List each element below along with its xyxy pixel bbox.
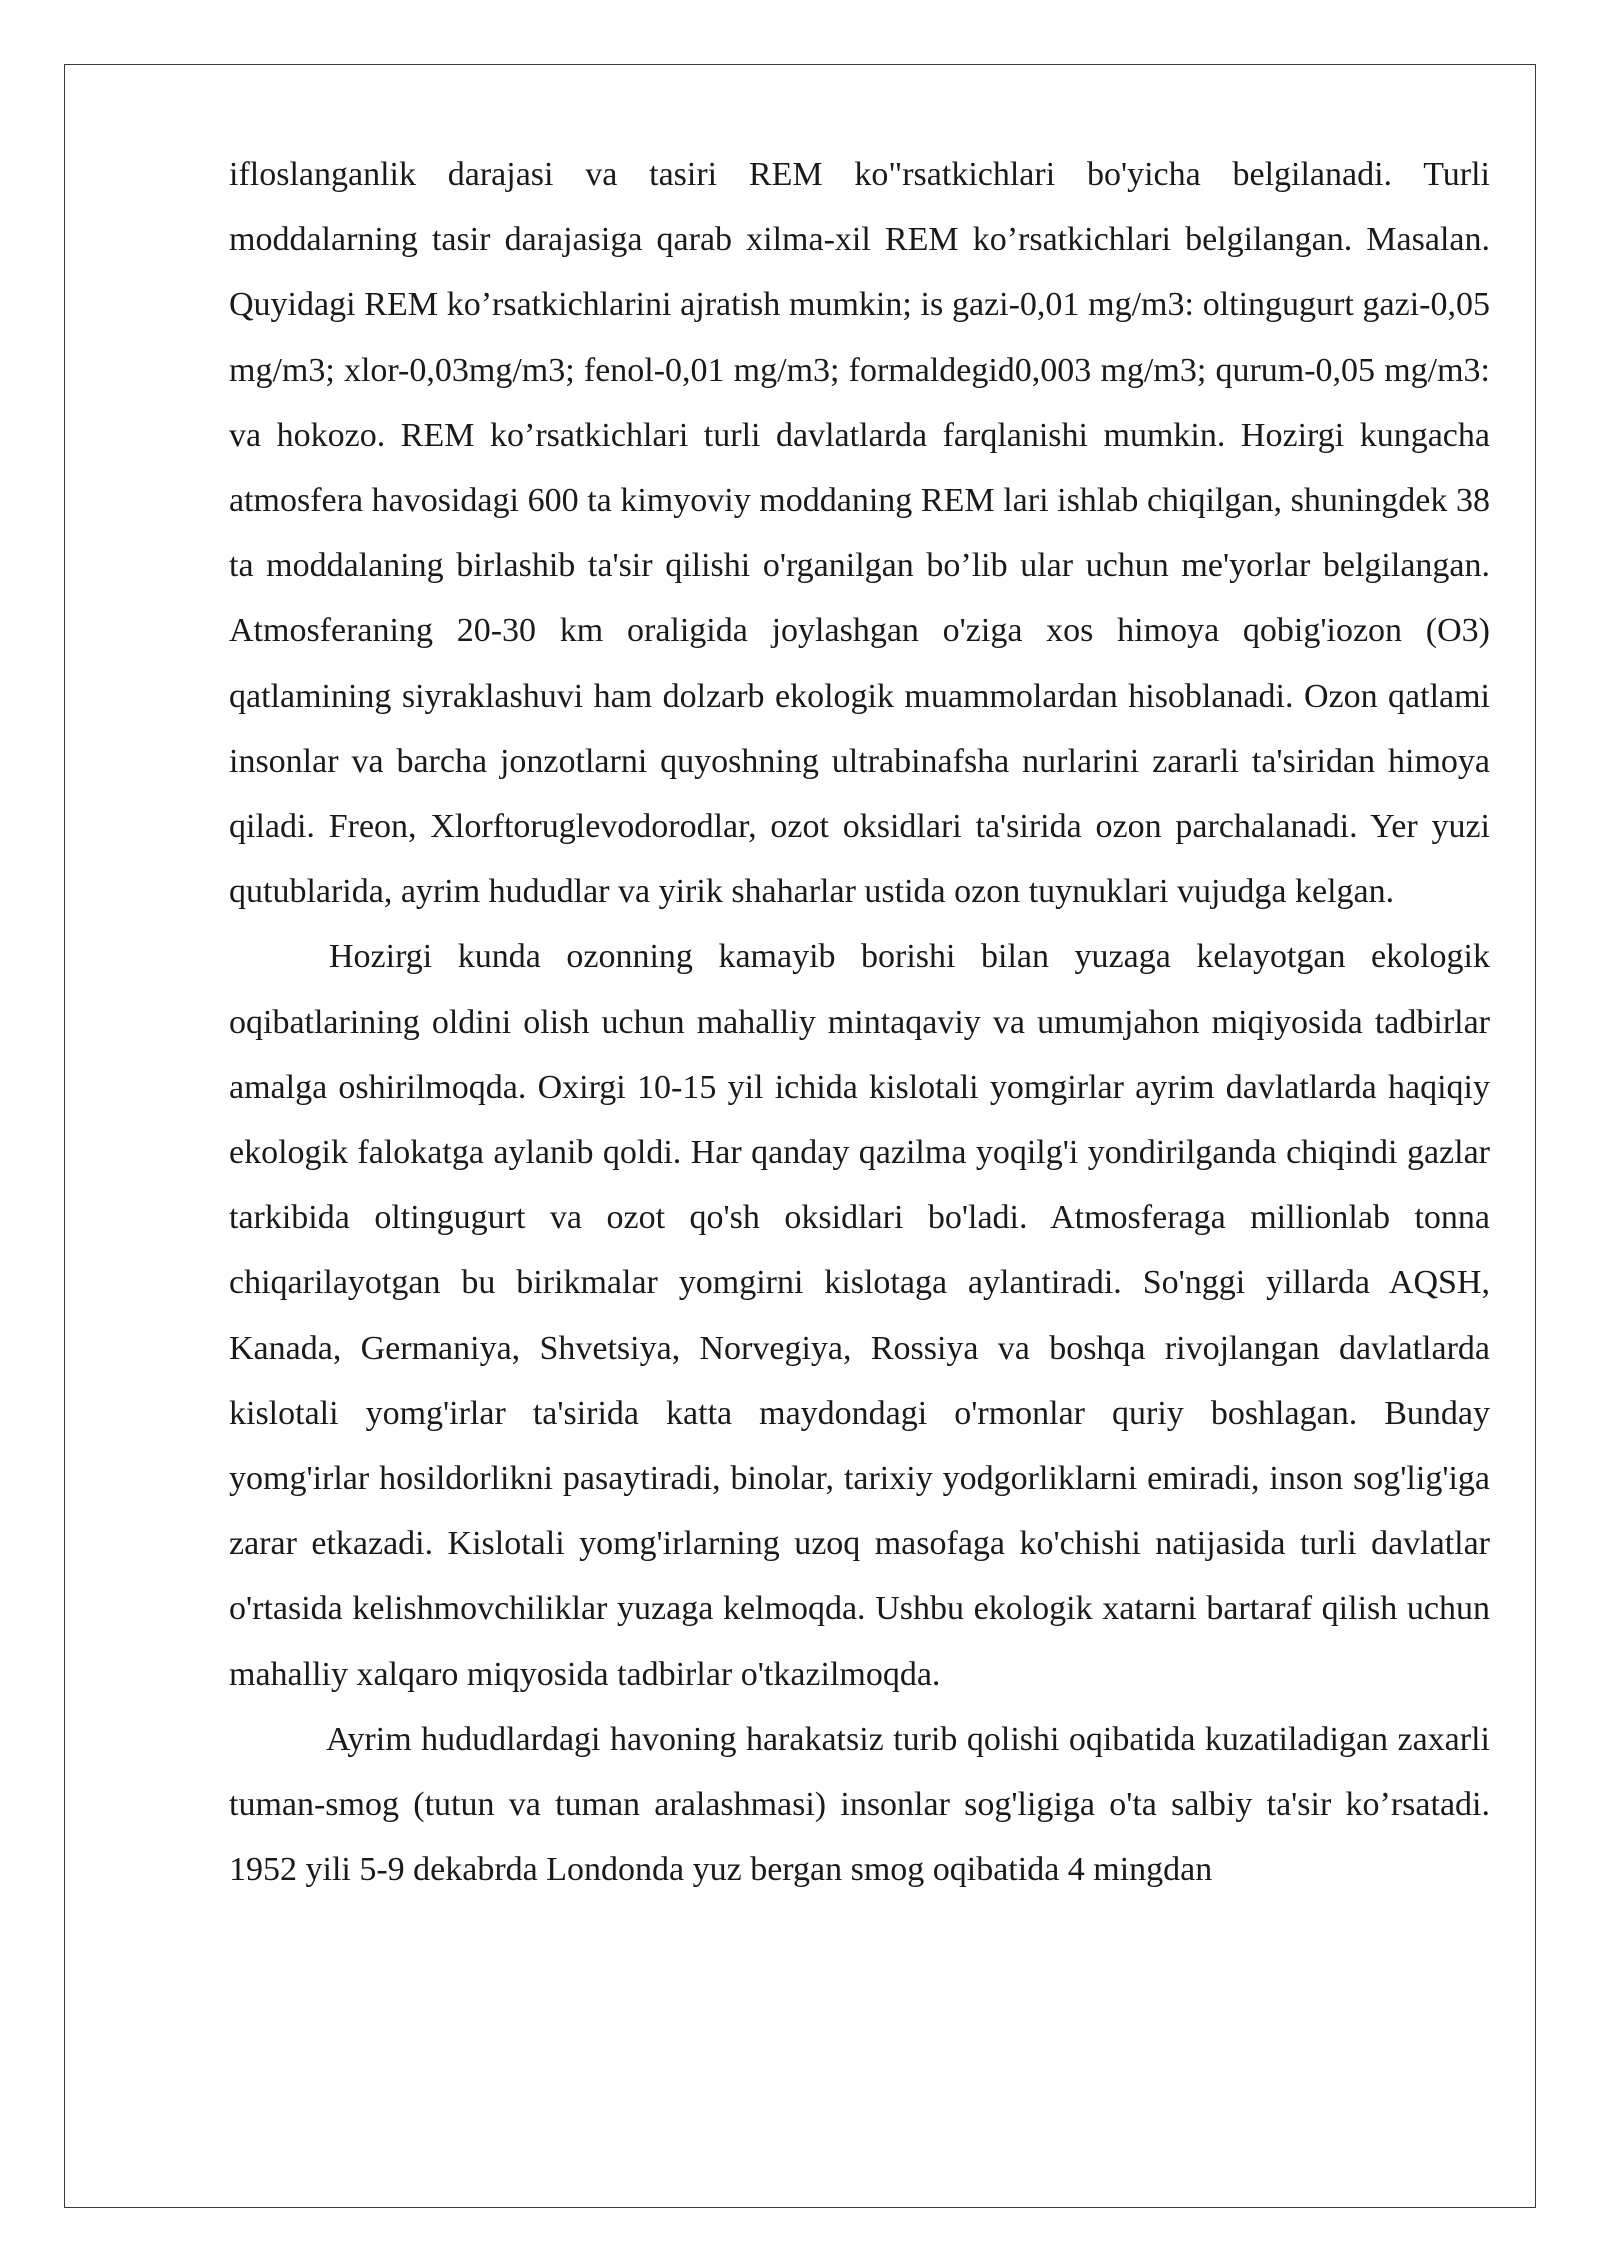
document-body	[229, 142, 1490, 1902]
paragraph-3: Ayrim hududlardagi havoning harakatsiz turib qolishi oqibatida kuzatiladigan zaxarli tuman-smog (tutun va tuman aralashmasi) insonlar sog'ligiga o'ta salbiy ta'sir ko’rsatadi. 1952 yili 5-9 dekabrda Londonda yuz bergan smog oqibatida 4 mingdan	[229, 1720, 1490, 1889]
paragraph-2: Hozirgi kunda ozonning kamayib borishi bilan yuzaga kelayotgan ekologik oqibatlarining oldini olish uchun mahalliy mintaqaviy va umumjahon miqiyosida tadbirlar amalga oshirilmoqda. Oxirgi 10-15 yil ichida kislotali yomgirlar ayrim davlatlarda haqiqiy ekologik falokatga aylanib qoldi. Har qanday qazilma yoqilg'i yondirilganda chiqindi gazlar tarkibida oltingugurt va ozot qo'sh oksidlari bo'ladi. Atmosferaga millionlab tonna chiqarilayotgan bu birikmalar yomgirni kislotaga aylantiradi. So'nggi yillarda AQSH, Kanada, Germaniya, Shvetsiya, Norvegiya, Rossiya va boshqa rivojlangan davlatlarda kislotali yomg'irlar ta'sirida katta maydondagi o'rmonlar quriy boshlagan. Bunday yomg'irlar hosildorlikni pasaytiradi, binolar, tarixiy yodgorliklarni emiradi, inson sog'lig'iga zarar etkazadi. Kislotali yomg'irlarning uzoq masofaga ko'chishi natijasida turli davlatlar o'rtasida kelishmovchiliklar yuzaga kelmoqda. Ushbu ekologik xatarni bartaraf qilish uchun mahalliy xalqaro miqyosida tadbirlar o'tkazilmoqda.	[229, 938, 1490, 1693]
paragraph-1: ifloslanganlik darajasi va tasiri REM ko"rsatkichlari bo'yicha belgilanadi. Turli moddalarning tasir darajasiga qarab xilma-xil REM ko’rsatkichlari belgilangan. Masalan. Quyidagi REM ko’rsatkichlarini ajratish mumkin; is gazi-0,01 mg/m3: oltingugurt gazi-0,05 mg/m3; xlor-0,03mg/m3; fenol-0,01 mg/m3; formaldegid0,003 mg/m3; qurum-0,05 mg/m3: va hokozo. REM ko’rsatkichlari turli davlatlarda farqlanishi mumkin. Hozirgi kungacha atmosfera havosidagi 600 ta kimyoviy moddaning REM lari ishlab chiqilgan, shuningdek 38 ta moddalaning birlashib ta'sir qilishi o'rganilgan bo’lib ular uchun me'yorlar belgilangan. Atmosferaning 20-30 km oraligida joylashgan o'ziga xos himoya qobig'iozon (O3) qatlamining siyraklashuvi ham dolzarb ekologik muammolardan hisoblanadi. Ozon qatlami insonlar va barcha jonzotlarni quyoshning ultrabinafsha nurlarini zararli ta'siridan himoya qiladi. Freon, Xlorftoruglevodorodlar, ozot oksidlari ta'sirida ozon parchalanadi. Yer yuzi qutublarida, ayrim hududlar va yirik shaharlar ustida ozon tuynuklari vujudga kelgan.	[229, 156, 1490, 911]
